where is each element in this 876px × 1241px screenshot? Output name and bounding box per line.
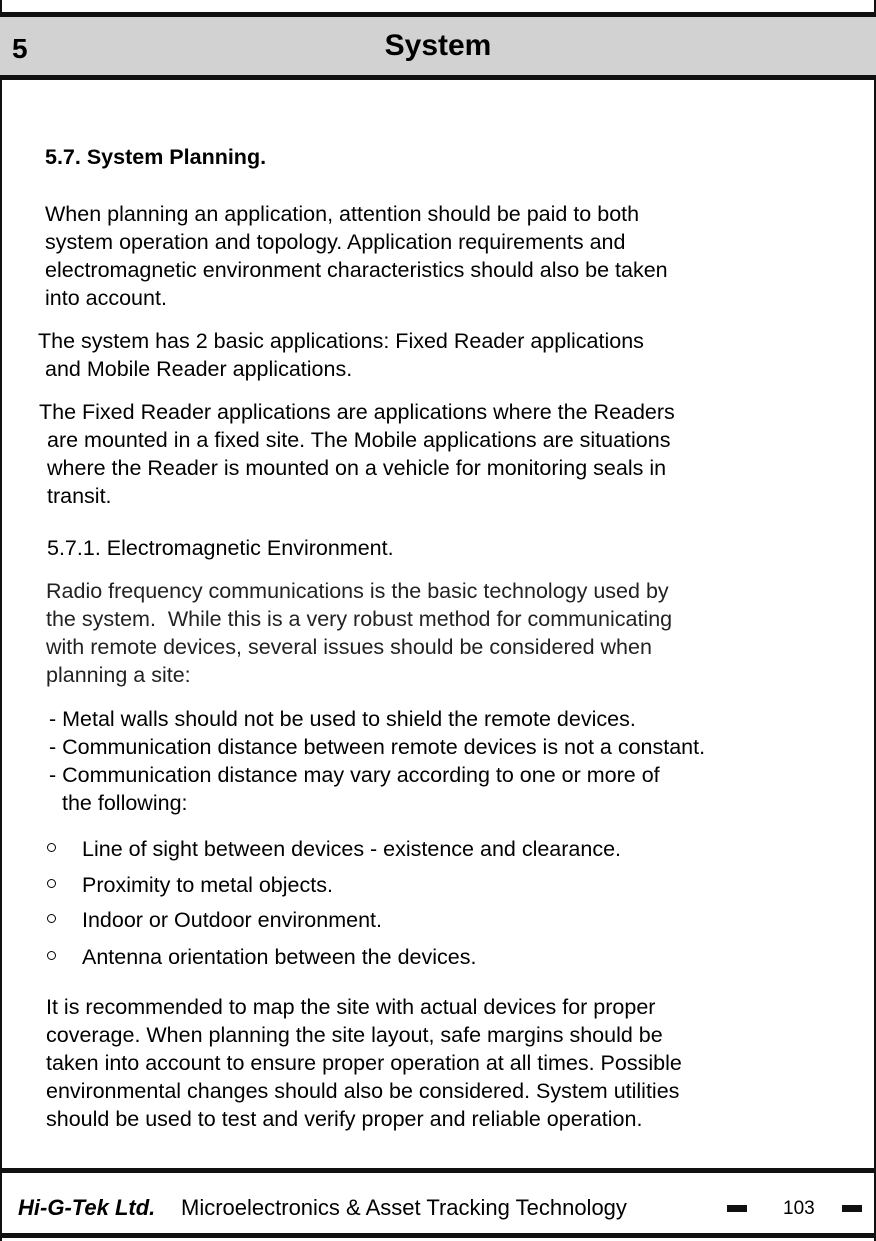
dash-icon (727, 1205, 747, 1212)
chapter-number: 5 (12, 33, 28, 64)
circle-bullet-icon (47, 914, 56, 923)
paragraph3-line: transit. (47, 484, 112, 508)
paragraph5-line: coverage. When planning the site layout, safe margins should be (46, 1023, 663, 1047)
paragraph1-line: system operation and topology. Application requirements and (45, 230, 626, 254)
paragraph4-line: with remote devices, several issues should be considered when (46, 635, 652, 659)
paragraph3-line: where the Reader is mounted on a vehicle for monitoring seals in (47, 456, 667, 480)
footer-tagline: Microelectronics & Asset Tracking Technology (181, 1195, 627, 1220)
paragraph1-line: When planning an application, attention should be paid to both (45, 202, 640, 226)
dash-icon (842, 1205, 862, 1212)
dash-item: - Metal walls should not be used to shield the remote devices. (49, 707, 636, 731)
paragraph5-line: taken into account to ensure proper operation at all times. Possible (46, 1051, 682, 1075)
circle-bullet-icon (47, 843, 56, 852)
paragraph5-line: environmental changes should also be considered. System utilities (46, 1079, 680, 1103)
paragraph3-line: The Fixed Reader applications are applications where the Readers (39, 400, 675, 424)
paragraph4-line: planning a site: (46, 663, 191, 687)
dash-item: - Communication distance between remote devices is not a constant. (49, 735, 706, 759)
paragraph4-line: Radio frequency communications is the basic technology used by (46, 579, 669, 603)
bullet-item: Antenna orientation between the devices. (82, 945, 477, 969)
paragraph2-line: The system has 2 basic applications: Fixed Reader applications (38, 329, 644, 353)
page-header (0, 12, 876, 80)
footer-company: Hi-G-Tek Ltd. (18, 1195, 156, 1220)
page-footer (0, 1168, 876, 1238)
subsection-heading: 5.7.1. Electromagnetic Environment. (47, 536, 394, 560)
circle-bullet-icon (47, 879, 56, 888)
dash-item: the following: (62, 791, 188, 815)
paragraph5-line: should be used to test and verify proper and reliable operation. (46, 1107, 643, 1131)
paragraph4-line: the system. While this is a very robust method for communicating (46, 607, 673, 631)
bullet-item: Proximity to metal objects. (82, 873, 333, 897)
page-number: 103 (783, 1198, 815, 1219)
chapter-title: System (384, 29, 492, 62)
paragraph3-line: are mounted in a fixed site. The Mobile applications are situations (47, 428, 671, 452)
section-heading: 5.7. System Planning. (45, 145, 267, 169)
paragraph1-line: electromagnetic environment characteristics should also be taken (45, 258, 668, 282)
bullet-item: Line of sight between devices - existence and clearance. (82, 837, 622, 861)
bullet-item: Indoor or Outdoor environment. (82, 908, 382, 932)
circle-bullet-icon (47, 951, 56, 960)
dash-item: - Communication distance may vary according to one or more of (49, 763, 660, 787)
paragraph5-line: It is recommended to map the site with actual devices for proper (46, 995, 656, 1019)
paragraph2-line: and Mobile Reader applications. (45, 357, 353, 381)
paragraph1-line: into account. (45, 286, 167, 310)
